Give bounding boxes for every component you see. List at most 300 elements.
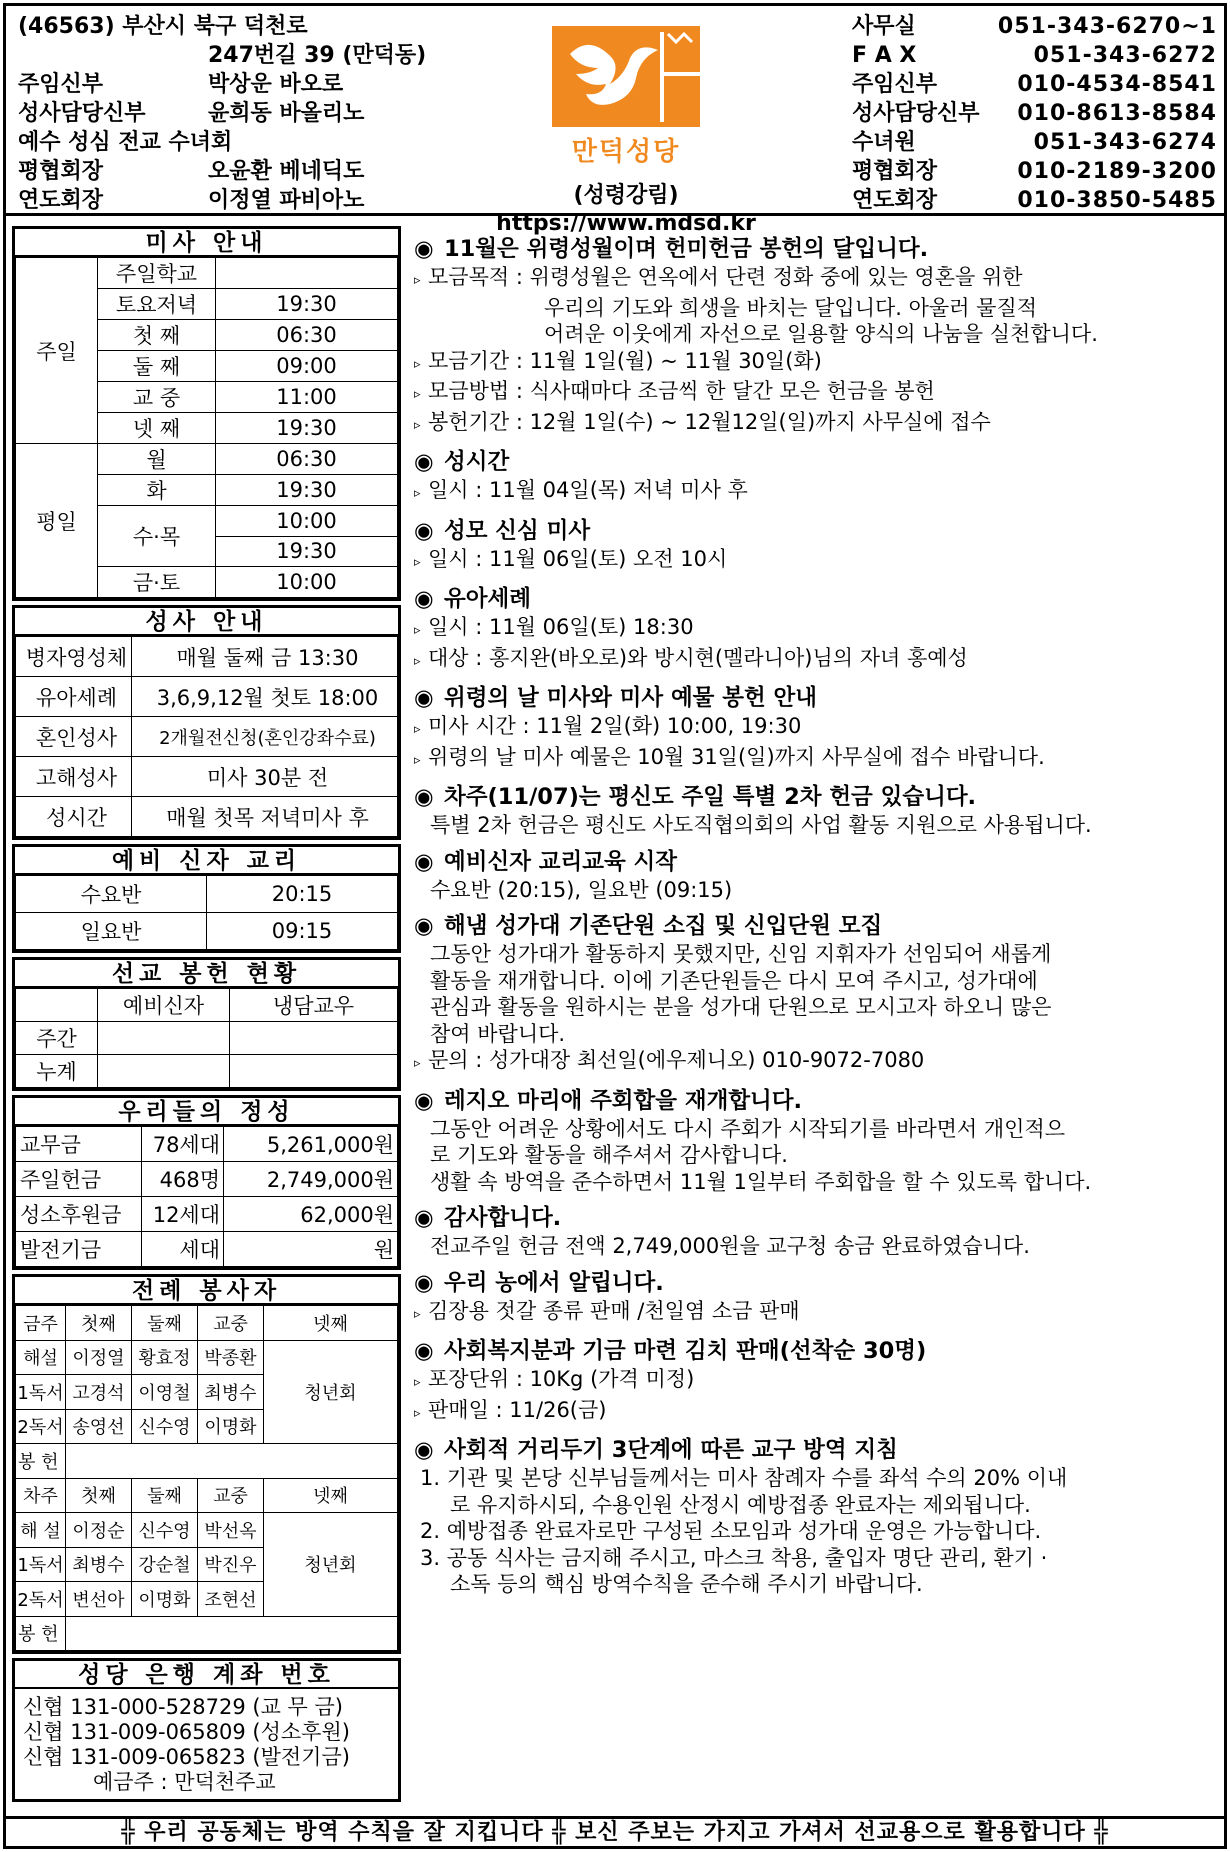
notice-bullet-icon: ◉: [414, 848, 434, 875]
sacrament-detail: 미사 30분 전: [132, 757, 398, 797]
notice-line: [414, 1298, 1229, 1329]
offering-count: 78세대: [142, 1127, 224, 1162]
notice-bullet-icon: ◉: [414, 913, 434, 939]
notice-line-text: 모금목적 : 위령성월은 연옥에서 단련 정화 중에 있는 영혼을 위한: [428, 265, 1023, 289]
mass-name: 넷 째: [98, 413, 216, 444]
notice-line: [414, 1518, 1229, 1545]
servers-row: [16, 1513, 398, 1548]
server-name: 박선옥: [198, 1513, 264, 1548]
notice-bullet-icon: ◉: [414, 685, 434, 711]
header-value: 윤희동 바올리노: [208, 101, 365, 126]
header-line: [852, 99, 1217, 128]
header-key: 평협회장: [18, 159, 104, 184]
sacrament-name: 병자영성체: [16, 637, 132, 677]
mass-schedule-title: 미사 안내: [15, 229, 398, 257]
mission-cell: [230, 1022, 398, 1055]
offering-count: 12세대: [142, 1197, 224, 1232]
notice-title: [414, 683, 1229, 713]
header-value: 051-343-6272: [1033, 43, 1217, 68]
notice-line: [414, 614, 1229, 645]
header-line: [18, 99, 428, 128]
header-line: [852, 70, 1217, 99]
servers-role: 해 설: [16, 1513, 66, 1548]
servers-head: 둘째: [132, 1478, 198, 1513]
notice: [414, 1435, 1229, 1598]
servers-title: 전례 봉사자: [15, 1277, 398, 1305]
sacrament-row: [16, 797, 398, 837]
catechism-class: 일요반: [16, 913, 207, 950]
notice-line: [414, 994, 1229, 1021]
mass-time: 19:30: [216, 536, 398, 567]
header-value: 오윤환 베네딕도: [208, 159, 365, 184]
offering-table: [15, 1126, 398, 1267]
sacrament-detail: 3,6,9,12월 첫토 18:00: [132, 677, 398, 717]
server-name: 황효정: [132, 1340, 198, 1375]
offering-count: 468명: [142, 1162, 224, 1197]
servers-head: 차주: [16, 1478, 66, 1513]
notice-title: [414, 1435, 1229, 1465]
header-key: 연도회장: [18, 188, 104, 213]
notice: [414, 782, 1229, 839]
notice: [414, 911, 1229, 1078]
notice-line-text: 활동을 재개합니다. 이에 기존단원들은 다시 모여 주시고, 성가대에: [430, 968, 1038, 993]
notice-line-text: 김장용 젓갈 종류 판매 /천일염 소금 판매: [428, 1298, 800, 1323]
bank-list: [15, 1689, 398, 1799]
offering-name: 발전기금: [16, 1232, 142, 1267]
arrow-icon: ▹: [414, 722, 421, 737]
mass-name: 금·토: [98, 567, 216, 598]
server-name: 이명화: [198, 1409, 264, 1444]
notice: [414, 1203, 1229, 1260]
notice-line: [414, 1465, 1229, 1492]
mass-name: 토요저녁: [98, 289, 216, 320]
servers-offer-cell: [66, 1444, 398, 1479]
mass-time: 19:30: [216, 413, 398, 444]
notice-title: [414, 782, 1229, 812]
notice-title: [414, 447, 1229, 477]
server-name: 최병수: [198, 1375, 264, 1410]
offering-name: 교무금: [16, 1127, 142, 1162]
liturgy-servers: [12, 1274, 401, 1654]
bank-title: 성당 은행 계좌 번호: [15, 1661, 398, 1689]
mission-status: [12, 957, 401, 1091]
notice-line: [414, 744, 1229, 775]
offering-status: [12, 1095, 401, 1270]
notice-bullet-icon: ◉: [414, 1269, 434, 1296]
servers-role: 2독서: [16, 1409, 66, 1444]
servers-head: 첫째: [66, 1478, 132, 1513]
servers-head: 교중: [198, 1478, 264, 1513]
mass-name: 주일학교: [98, 258, 216, 289]
notice-bullet-icon: ◉: [414, 449, 434, 475]
arrow-icon: ▹: [414, 417, 421, 433]
servers-head: 넷째: [264, 1306, 398, 1341]
notice-title-text: 위령의 날 미사와 미사 예물 봉헌 안내: [444, 685, 818, 711]
bank-holder: 예금주 : 만덕천주교: [93, 1770, 276, 1794]
notice: [414, 516, 1229, 577]
notice-title-text: 사회복지분과 기금 마련 김치 판매(선착순 30명): [444, 1338, 927, 1364]
server-name: 이명화: [132, 1582, 198, 1617]
header-line: [852, 186, 1217, 215]
parish-name: 만덕성당: [571, 137, 681, 167]
left-column: [12, 226, 401, 1806]
notice-line-text: 위령의 날 미사 예물은 10월 31일(일)까지 사무실에 접수 바랍니다.: [428, 744, 1045, 769]
servers-offer-cell: [66, 1616, 398, 1651]
mission-cell: [98, 1022, 230, 1055]
server-name: 박종환: [198, 1340, 264, 1375]
notice-bullet-icon: ◉: [414, 1437, 434, 1463]
mass-name: 교 중: [98, 382, 216, 413]
notice-title-text: 감사합니다.: [444, 1205, 562, 1231]
bank-accounts: [12, 1658, 401, 1802]
servers-offer-row: [16, 1444, 398, 1479]
notice-title-text: 레지오 마리애 주회합을 재개합니다.: [444, 1087, 803, 1114]
notice-line-text: 참여 바랍니다.: [430, 1021, 566, 1046]
mass-time: 10:00: [216, 506, 398, 537]
mission-table: [15, 988, 398, 1088]
notice-bullet-icon: ◉: [414, 1338, 434, 1364]
mass-name: 수·목: [98, 506, 216, 567]
header-value: 010-8613-8584: [1017, 101, 1217, 126]
servers-table: [15, 1305, 398, 1651]
offering-count: 세대: [142, 1232, 224, 1267]
notice-title-text: 해냄 성가대 기존단원 소집 및 신입단원 모집: [444, 913, 883, 939]
notice-line: [414, 645, 1229, 676]
offering-amount: 2,749,000원: [224, 1162, 398, 1197]
notice: [414, 584, 1229, 675]
header-key: 주임신부: [18, 72, 104, 97]
notice: [414, 1086, 1229, 1196]
mission-col-head: 예비신자: [98, 989, 230, 1022]
header-line: [18, 41, 428, 70]
parish-url[interactable]: https://www.mdsd.kr: [496, 211, 756, 236]
arrow-icon: ▹: [414, 623, 421, 638]
mission-cell: [98, 1055, 230, 1088]
parish-logo-block: [476, 24, 776, 236]
sacrament-row: [16, 677, 398, 717]
offering-title: 우리들의 정성: [15, 1098, 398, 1126]
server-name: 고경석: [66, 1375, 132, 1410]
notice-line: [414, 321, 1229, 348]
arrow-icon: ▹: [414, 1056, 421, 1071]
notice-title: [414, 584, 1229, 614]
header-key: 평협회장: [852, 159, 938, 184]
bulletin-header: [6, 6, 1224, 236]
notice-title: [414, 1203, 1229, 1233]
servers-head-row: [16, 1478, 398, 1513]
mission-row: [16, 1022, 398, 1055]
notice-title: [414, 1086, 1229, 1116]
mass-time: 09:00: [216, 351, 398, 382]
header-line: [852, 41, 1217, 70]
notice-line: [414, 968, 1229, 995]
notice-line-text: 우리의 기도와 희생을 바치는 달입니다. 아울러 물질적: [544, 295, 1038, 320]
sacrament-table: [15, 636, 398, 837]
notice-title: [414, 1336, 1229, 1366]
sacrament-row: [16, 717, 398, 757]
mass-row: [16, 444, 398, 475]
notice-title-text: 유아세례: [444, 586, 531, 612]
bank-line: 신협 131-009-065823 (발전기금): [23, 1745, 350, 1769]
mission-corner: [16, 989, 98, 1022]
header-value: 051-343-6270~1: [997, 14, 1217, 39]
notice-title: [414, 234, 1229, 264]
offering-row: [16, 1232, 398, 1267]
notice-line-text: 문의 : 성가대장 최선일(에우제니오) 010-9072-7080: [428, 1048, 925, 1072]
notice-line-text: 전교주일 헌금 전액 2,749,000원을 교구청 송금 완료하였습니다.: [430, 1234, 1030, 1258]
notice-title-text: 우리 농에서 알립니다.: [444, 1269, 664, 1296]
server-name: 신수영: [132, 1513, 198, 1548]
sacrament-row: [16, 637, 398, 677]
mass-name: 화: [98, 475, 216, 506]
arrow-icon: ▹: [414, 1306, 421, 1322]
notice-line: [414, 1116, 1229, 1143]
header-key: 성사담당신부: [852, 101, 980, 126]
servers-head: 교중: [198, 1306, 264, 1341]
header-key: F A X: [852, 43, 917, 68]
mission-col-head: 냉담교우: [230, 989, 398, 1022]
header-line: [18, 157, 428, 186]
header-key: 예수 성심 전교 수녀회: [18, 130, 233, 155]
servers-offer-row: [16, 1616, 398, 1651]
header-value: 010-3850-5485: [1017, 188, 1217, 213]
mass-time: 06:30: [216, 320, 398, 351]
sacrament-name: 유아세례: [16, 677, 132, 717]
notice-line: [414, 477, 1229, 508]
servers-youth: 청년회: [264, 1513, 398, 1617]
offering-amount: 5,261,000원: [224, 1127, 398, 1162]
arrow-icon: ▹: [414, 554, 421, 570]
mass-table: [15, 257, 398, 598]
notice-line-text: 그동안 어려운 상황에서도 다시 주회가 시작되기를 바라면서 개인적으: [430, 1116, 1066, 1141]
mission-head-row: [16, 989, 398, 1022]
header-key: 주임신부: [852, 72, 938, 97]
servers-head: 금주: [16, 1306, 66, 1341]
header-line: [18, 12, 428, 41]
notice-bullet-icon: ◉: [414, 1087, 434, 1114]
dove-cross-logo-icon: [550, 24, 702, 129]
notice-line-text: 일시 : 11월 06일(토) 18:30: [428, 615, 694, 639]
notice-line: [414, 1169, 1229, 1196]
notice-line: [414, 877, 1229, 904]
notice-line-text: 판매일 : 11/26(금): [428, 1397, 607, 1422]
notice-line-text: 봉헌기간 : 12월 1일(수) ~ 12월12일(일)까지 사무실에 접수: [428, 409, 991, 434]
mass-group-label: 주일: [16, 258, 98, 444]
sacrament-name: 고해성사: [16, 757, 132, 797]
notice: [414, 447, 1229, 508]
mass-time: 19:30: [216, 475, 398, 506]
notice-line-text: 일시 : 11월 04일(목) 저녁 미사 후: [428, 478, 748, 502]
header-value: 010-2189-3200: [1017, 159, 1217, 184]
notice: [414, 847, 1229, 904]
notice-line: [414, 812, 1229, 839]
arrow-icon: ▹: [414, 1375, 421, 1390]
notice-title: [414, 847, 1229, 877]
server-name: 이정열: [66, 1340, 132, 1375]
notice-line-text: 어려운 이웃에게 자선으로 일용할 양식의 나눔을 실천합니다.: [544, 322, 1098, 346]
mass-time: 06:30: [216, 444, 398, 475]
servers-offer: 봉 헌: [16, 1616, 66, 1651]
notice-line: [414, 1545, 1229, 1572]
notice-title-text: 사회적 거리두기 3단계에 따른 교구 방역 지침: [444, 1437, 898, 1463]
notice-line-text: 로 기도와 활동을 해주셔서 감사합니다.: [430, 1143, 788, 1167]
mass-time: 10:00: [216, 567, 398, 598]
catechism-class: 수요반: [16, 876, 207, 913]
arrow-icon: ▹: [414, 653, 421, 669]
mass-name: 첫 째: [98, 320, 216, 351]
arrow-icon: ▹: [414, 752, 421, 768]
header-value: 247번길 39 (만덕동): [208, 43, 427, 68]
notice-line: [414, 1397, 1229, 1428]
offering-name: 성소후원금: [16, 1197, 142, 1232]
header-line: [852, 12, 1217, 41]
footer-banner: ╬ 우리 공동체는 방역 수칙을 잘 지킵니다 ╬ 보신 주보는 가지고 가셔서 선교용으로 활용합니다 ╬: [6, 1816, 1224, 1846]
notice-line: [414, 295, 1229, 322]
parish-logo: [550, 24, 702, 129]
bank-line: 신협 131-009-065809 (성소후원): [23, 1720, 350, 1744]
offering-name: 주일헌금: [16, 1162, 142, 1197]
notice-line-text: 로 유지하시되, 수용인원 산정시 예방접종 완료자는 제외됩니다.: [450, 1492, 1031, 1517]
notice-line: [414, 409, 1229, 440]
notice-line-text: 모금기간 : 11월 1일(월) ~ 11월 30일(화): [428, 348, 822, 373]
header-key: 성사담당신부: [18, 101, 146, 126]
header-value: 051-343-6274: [1033, 130, 1217, 155]
header-value: 박상운 바오로: [208, 72, 344, 97]
notice-line-text: 1. 기관 및 본당 신부님들께서는 미사 참례자 수를 좌석 수의 20% 이내: [420, 1466, 1068, 1490]
mission-cell: [230, 1055, 398, 1088]
notice-line-text: 모금방법 : 식사때마다 조금씩 한 달간 모은 헌금을 봉헌: [428, 379, 935, 403]
servers-head: 둘째: [132, 1306, 198, 1341]
catechism-row: [16, 913, 398, 950]
servers-role: 2독서: [16, 1582, 66, 1617]
servers-head: 첫째: [66, 1306, 132, 1341]
arrow-icon: ▹: [414, 486, 421, 501]
notice-title: [414, 516, 1229, 546]
notice-title: [414, 911, 1229, 941]
mission-row-label: 주간: [16, 1022, 98, 1055]
catechism-info: [12, 844, 401, 953]
server-name: 변선아: [66, 1582, 132, 1617]
mass-group-label: 평일: [16, 444, 98, 598]
notice-line: [414, 264, 1229, 295]
notice-line-text: 포장단위 : 10Kg (가격 미정): [428, 1367, 695, 1391]
sacrament-detail: 2개월전신청(혼인강좌수료): [132, 717, 398, 757]
notice-bullet-icon: ◉: [414, 586, 434, 612]
notice-title-text: 성시간: [444, 449, 510, 475]
sacrament-name: 성시간: [16, 797, 132, 837]
catechism-time: 09:15: [207, 913, 398, 950]
notice-line-text: 3. 공동 식사는 금지해 주시고, 마스크 착용, 출입자 명단 관리, 환기 ·: [420, 1545, 1048, 1570]
notice: [414, 683, 1229, 774]
notice-line-text: 수요반 (20:15), 일요반 (09:15): [430, 877, 733, 902]
mission-title: 선교 봉헌 현황: [15, 960, 398, 988]
notice-line-text: 생활 속 방역을 준수하면서 11월 1일부터 주회합을 할 수 있도록 합니다.: [430, 1169, 1092, 1194]
mass-time: 19:30: [216, 289, 398, 320]
arrow-icon: ▹: [414, 273, 421, 288]
sacrament-row: [16, 757, 398, 797]
notice-line-text: 대상 : 홍지완(바오로)와 방시현(멜라니아)님의 자녀 홍예성: [428, 645, 968, 670]
notice-line-text: 미사 시간 : 11월 2일(화) 10:00, 19:30: [428, 714, 802, 738]
mass-schedule: [12, 226, 401, 601]
server-name: 이정순: [66, 1513, 132, 1548]
mass-time: 11:00: [216, 382, 398, 413]
mass-time: [216, 258, 398, 289]
servers-role: 해설: [16, 1340, 66, 1375]
notice-list: [414, 234, 1229, 1606]
mass-name: 월: [98, 444, 216, 475]
notice-line: [414, 941, 1229, 968]
catechism-row: [16, 876, 398, 913]
mission-row: [16, 1055, 398, 1088]
offering-row: [16, 1162, 398, 1197]
liturgical-day: (성령강림): [573, 183, 679, 208]
servers-head-row: [16, 1306, 398, 1341]
notice-line: [414, 546, 1229, 577]
header-key: 수녀원: [852, 130, 916, 155]
offering-row: [16, 1197, 398, 1232]
header-line: [18, 186, 428, 215]
mass-name: 둘 째: [98, 351, 216, 382]
offering-amount: 62,000원: [224, 1197, 398, 1232]
header-line: [852, 157, 1217, 186]
catechism-table: [15, 875, 398, 950]
notice-line: [414, 713, 1229, 744]
notice: [414, 1268, 1229, 1329]
server-name: 이영철: [132, 1375, 198, 1410]
notice-line: [414, 1492, 1229, 1519]
server-name: 최병수: [66, 1547, 132, 1582]
offering-row: [16, 1127, 398, 1162]
notice-bullet-icon: ◉: [414, 517, 434, 544]
notice-line: [414, 1021, 1229, 1048]
catechism-time: 20:15: [207, 876, 398, 913]
notice-title-text: 성모 신심 미사: [444, 517, 591, 544]
server-name: 송영선: [66, 1409, 132, 1444]
notice-line: [414, 1047, 1229, 1078]
notice-line: [414, 1571, 1229, 1598]
notice-line: [414, 378, 1229, 409]
notice-title-text: 11월은 위령성월이며 헌미헌금 봉헌의 달입니다.: [444, 236, 929, 262]
notice-line: [414, 1142, 1229, 1169]
notice-bullet-icon: ◉: [414, 784, 434, 810]
offering-amount: 원: [224, 1232, 398, 1267]
contact-list: [852, 12, 1217, 215]
header-key: [18, 41, 208, 70]
notice-line-text: 특별 2차 헌금은 평신도 사도직협의회의 사업 활동 지원으로 사용됩니다.: [430, 813, 1092, 837]
notice-line-text: 2. 예방접종 완료자로만 구성된 소모임과 성가대 운영은 가능합니다.: [420, 1519, 1042, 1543]
header-key: 사무실: [852, 14, 916, 39]
sacrament-detail: 매월 첫목 저녁미사 후: [132, 797, 398, 837]
header-key: 연도회장: [852, 188, 938, 213]
server-name: 강순철: [132, 1547, 198, 1582]
notice-title-text: 차주(11/07)는 평신도 주일 특별 2차 헌금 있습니다.: [444, 784, 977, 810]
mission-row-label: 누계: [16, 1055, 98, 1088]
notice-line: [414, 1233, 1229, 1260]
sacrament-name: 혼인성사: [16, 717, 132, 757]
sacrament-title: 성사 안내: [15, 608, 398, 636]
server-name: 신수영: [132, 1409, 198, 1444]
notice: [414, 234, 1229, 439]
header-line: [18, 128, 428, 157]
header-line: [18, 70, 428, 99]
bulletin-page: [3, 3, 1227, 1849]
notice: [414, 1336, 1229, 1427]
server-name: 조현선: [198, 1582, 264, 1617]
notice-line-text: 관심과 활동을 원하시는 분을 성가대 단원으로 모시고자 하오니 많은: [430, 995, 1052, 1019]
notice-line: [414, 1366, 1229, 1397]
notice-title-text: 예비신자 교리교육 시작: [444, 848, 678, 875]
catechism-title: 예비 신자 교리: [15, 847, 398, 875]
